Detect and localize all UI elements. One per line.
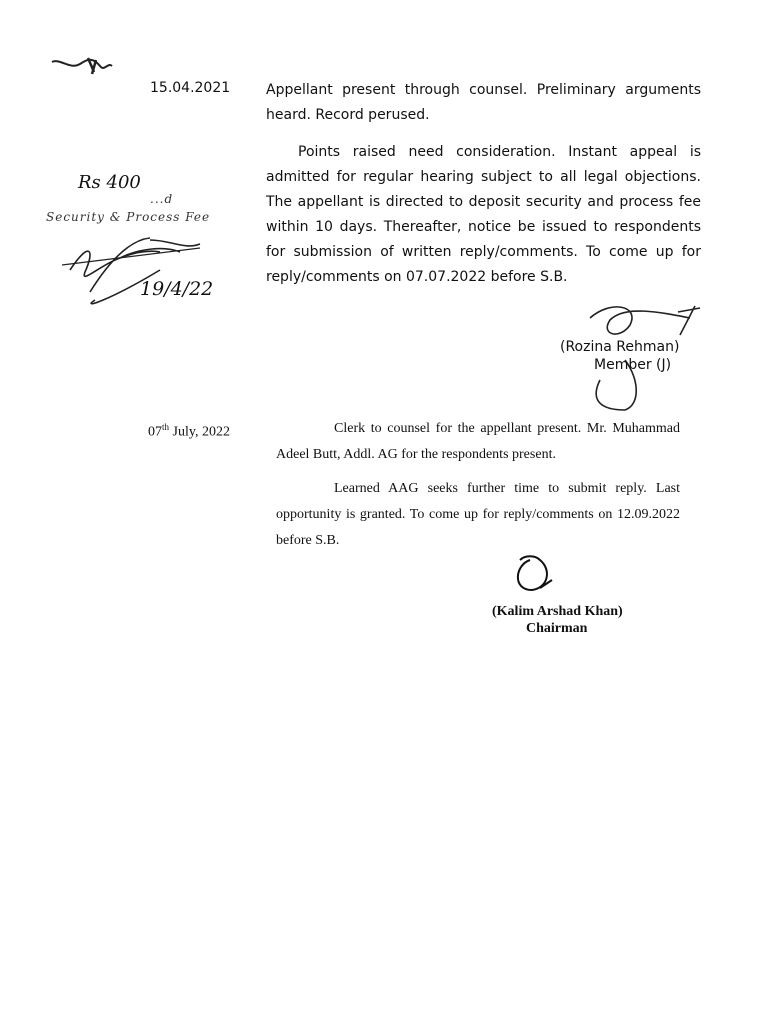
entry2-date bbox=[148, 422, 230, 441]
entry2-date-suffix: th bbox=[162, 422, 170, 432]
entry1-date: 15.04.2021 bbox=[150, 80, 231, 96]
entry2-date-day: 07 bbox=[148, 424, 162, 440]
entry2-signatory-title: Chairman bbox=[526, 621, 588, 636]
entry1-signatory bbox=[560, 338, 679, 374]
entry2-body bbox=[276, 416, 680, 562]
margin-note-amount: Rs 400 bbox=[78, 172, 141, 193]
entry1-paragraph-2: Points raised need consideration. Instant appeal is admitted for regular hearing subject to all legal objections. The appellant is directed to deposit security and process fee within 10 days. Thereafter, notice be issued to respondents for submission of written reply/comments. To come up for reply/comments on 07.07.2022 before S.B. bbox=[266, 144, 701, 285]
entry2-signatory-name: (Kalim Arshad Khan) bbox=[492, 604, 623, 619]
entry2-paragraph-2: Learned AAG seeks further time to submit reply. Last opportunity is granted. To come up for reply/comments on 12.09.2022 before S.B. bbox=[276, 481, 680, 548]
entry2-date-rest: July, 2022 bbox=[169, 424, 230, 440]
margin-note-line1: ...d bbox=[150, 192, 174, 206]
entry2-paragraph-1: Clerk to counsel for the appellant present. Mr. Muhammad Adeel Butt, Addl. AG for the respondents present. bbox=[276, 421, 680, 462]
entry2-signatory bbox=[492, 603, 623, 637]
entry1-signatory-title: Member (J) bbox=[594, 357, 672, 373]
entry1-signatory-name: (Rozina Rehman) bbox=[560, 339, 680, 355]
entry1-paragraph-1: Appellant present through counsel. Preliminary arguments heard. Record perused. bbox=[266, 82, 701, 123]
margin-note-line2: Security & Process Fee bbox=[46, 210, 211, 224]
entry1-body bbox=[266, 78, 701, 302]
margin-note-date: 19/4/22 bbox=[140, 278, 214, 300]
